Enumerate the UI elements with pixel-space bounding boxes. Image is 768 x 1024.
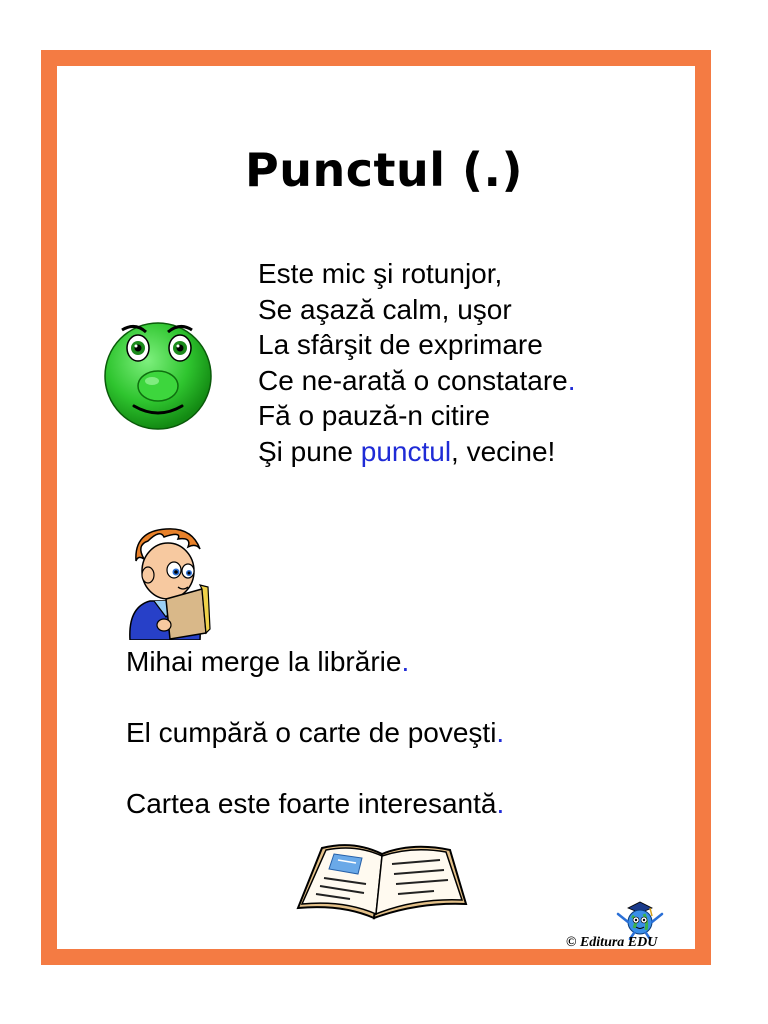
poem-line-4 <box>258 363 576 399</box>
poem <box>258 256 576 469</box>
poem-line-6-pre: Şi pune <box>258 435 361 467</box>
open-book-icon <box>294 838 470 922</box>
page-title: Punctul (.) <box>244 143 524 197</box>
globe-graduate-icon <box>612 900 666 940</box>
example-sentence-1-text: Mihai merge la librărie <box>126 646 402 677</box>
green-smiley-icon <box>100 318 220 433</box>
poem-line-4-text: Ce ne-arată o constatare <box>258 364 568 396</box>
example-sentence-3-text: Cartea este foarte interesantă <box>126 788 497 819</box>
example-sentence-1 <box>126 646 409 678</box>
copyright-text: © Editura EDU <box>566 935 658 950</box>
poem-line-3: La sfârşit de exprimare <box>258 329 543 360</box>
example-sentence-3 <box>126 788 504 820</box>
boy-reading-icon <box>120 525 220 640</box>
poem-line-2: Se aşază calm, uşor <box>258 293 512 325</box>
poem-line-6-post: , vecine! <box>451 435 556 467</box>
poem-line-1: Este mic şi rotunjor, <box>258 258 503 289</box>
example-sentence-2 <box>126 717 504 749</box>
example-sentence-2-dot: . <box>496 717 505 748</box>
poem-line-6 <box>258 434 576 470</box>
poem-line-6-highlight: punctul <box>360 435 452 467</box>
example-sentence-2-text: El cumpără o carte de poveşti <box>126 717 497 748</box>
poem-line-4-dot: . <box>567 364 576 396</box>
poem-line-5: Fă o pauză-n citire <box>258 400 490 431</box>
example-sentence-3-dot: . <box>496 788 505 819</box>
example-sentence-1-dot: . <box>401 646 410 677</box>
